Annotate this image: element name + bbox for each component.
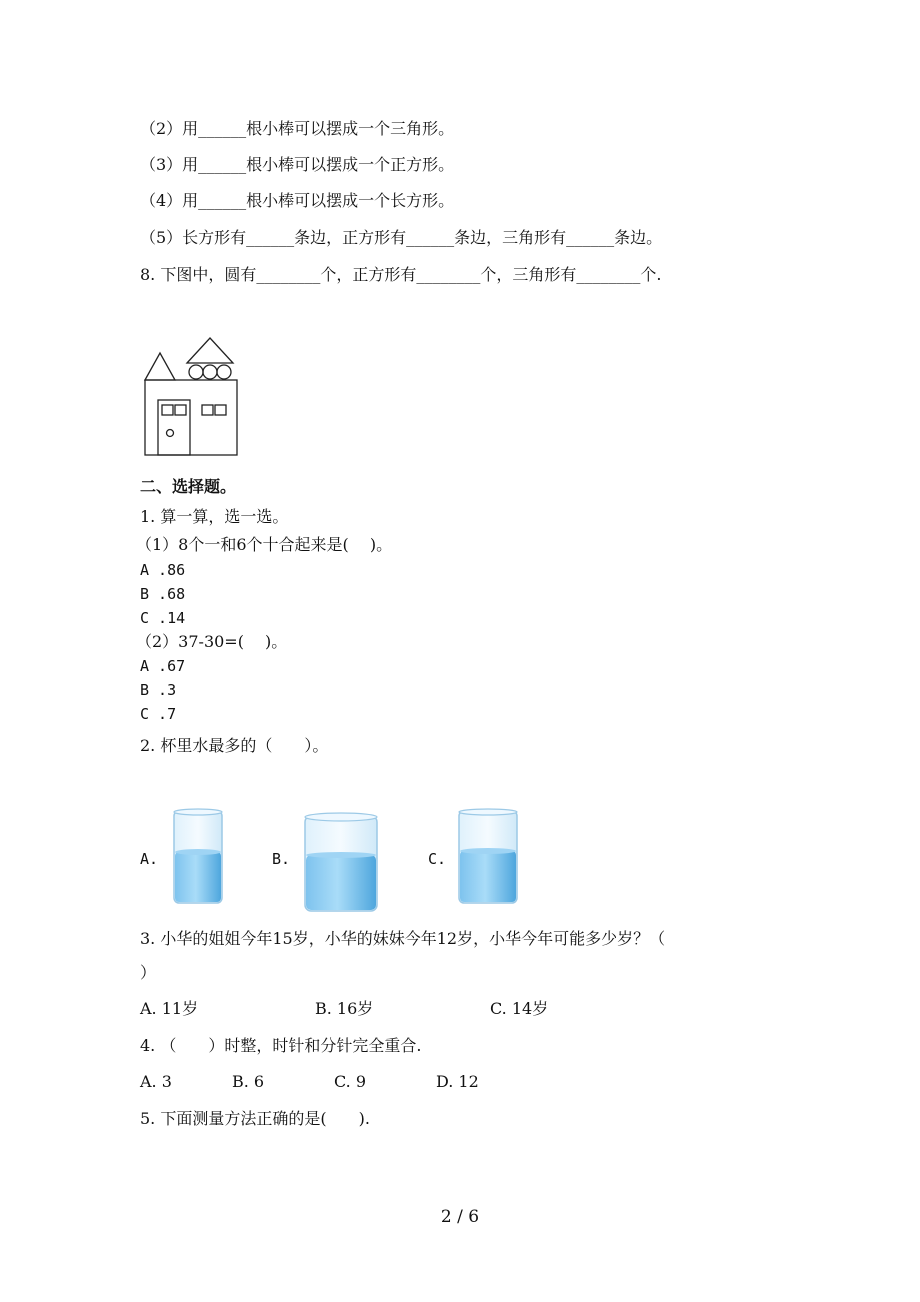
section-2-heading: 二、选择题。 [140,477,237,496]
choice-q1-sub1: （1）8个一和6个十合起来是( )。 [136,535,393,554]
square-window-2 [175,405,186,415]
choice-q1-sub2-option-a: A .67 [140,657,186,675]
choice-q3-option-c: C. 14岁 [490,999,549,1018]
house-body [145,380,237,455]
choice-q4-option-a: A. 3 [140,1072,172,1091]
glass-a[interactable] [170,807,226,907]
choice-q2-option-a-label: A. [140,850,159,868]
triangle-left [145,353,175,380]
choice-q3-option-b: B. 16岁 [315,999,374,1018]
choice-q2-option-b-label: B. [272,850,291,868]
choice-q1-sub1-option-c: C .14 [140,609,186,627]
choice-q4-option-b: B. 6 [232,1072,265,1091]
glass-b[interactable] [301,811,381,914]
choice-q2-stem: 2. 杯里水最多的（ ）。 [140,736,329,755]
page-number: 2 / 6 [440,1207,480,1227]
choice-q1-sub2-option-b: B .3 [140,681,177,699]
choice-q4-stem: 4. （ ）时整，时针和分针完全重合. [140,1036,422,1055]
choice-q2-option-c-label: C. [428,850,447,868]
glass-c[interactable] [455,807,521,907]
question-7-5: （5）长方形有______条边，正方形有______条边，三角形有______条边。 [140,228,663,247]
circle-2 [203,365,217,379]
choice-q1-sub2: （2）37-30=( )。 [136,632,288,651]
circle-1 [189,365,203,379]
square-window-4 [215,405,226,415]
choice-q1-sub2-option-c: C .7 [140,705,177,723]
triangle-top [187,338,233,363]
choice-q5-stem: 5. 下面测量方法正确的是( ). [140,1109,370,1128]
choice-q1-sub1-option-a: A .86 [140,561,186,579]
choice-q3-stem-line1: 3. 小华的姐姐今年15岁，小华的妹妹今年12岁，小华今年可能多少岁？（ [140,929,666,948]
question-7-2: （2）用______根小棒可以摆成一个三角形。 [140,119,455,138]
door [158,400,190,455]
choice-q3-stem-line2: ） [140,963,157,982]
choice-q4-option-c: C. 9 [334,1072,367,1091]
square-window-3 [202,405,213,415]
choice-q1-sub1-option-b: B .68 [140,585,186,603]
square-window-1 [162,405,173,415]
choice-q1-stem: 1. 算一算，选一选。 [140,507,289,526]
door-knob-circle [167,430,174,437]
question-7-3: （3）用______根小棒可以摆成一个正方形。 [140,155,455,174]
question-7-4: （4）用______根小棒可以摆成一个长方形。 [140,191,455,210]
circle-3 [217,365,231,379]
house-figure [140,335,240,457]
question-8: 8. 下图中，圆有________个，正方形有________个，三角形有________个. [140,265,662,284]
choice-q4-option-d: D. 12 [436,1072,479,1091]
choice-q3-option-a: A. 11岁 [140,999,199,1018]
